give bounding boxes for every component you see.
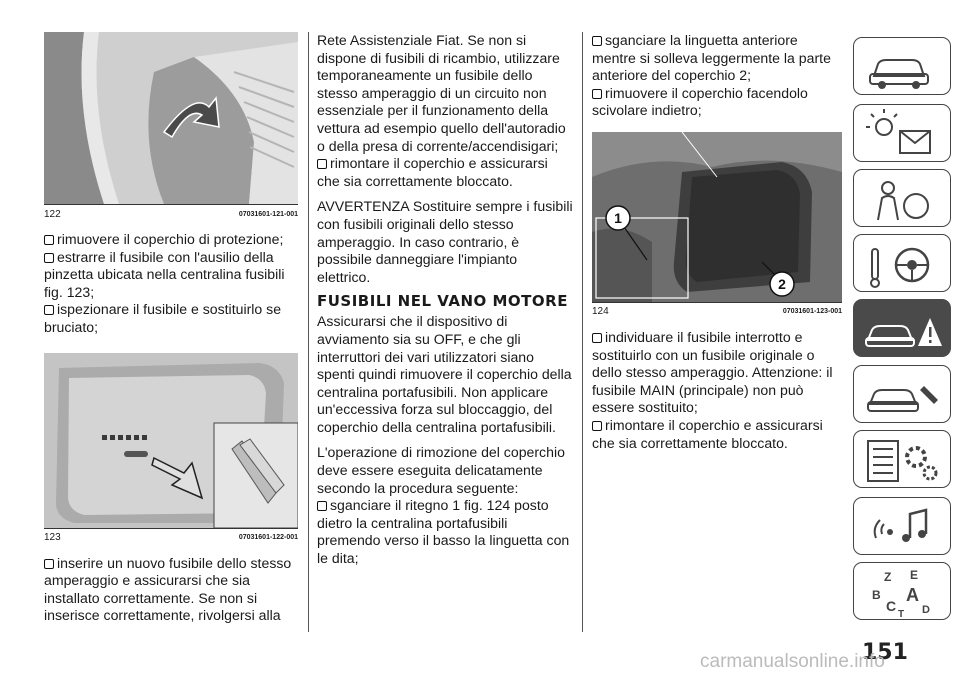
svg-text:Z: Z [884,570,892,584]
watermark: carmanualsonline.info [700,651,885,672]
figure-number: 123 [44,532,61,544]
list-item: ispezionare il fusibile e sostituirlo se bruciato; [44,301,282,335]
checkbox-bullet-icon [592,421,602,431]
list-item: sganciare il ritegno 1 fig. 124 posto dietro la centralina portafusibili premendo verso il basso la linguetta con le dita; [317,497,570,567]
svg-text:D: D [922,604,930,616]
list-item: rimuovere il coperchio di protezione; [44,231,298,249]
technical-data-icon [854,431,952,489]
svg-text:T: T [898,609,905,620]
tab-safety[interactable] [853,169,951,227]
figure-number: 122 [44,208,61,220]
column-3 [592,32,842,452]
figure-123-caption [44,528,298,547]
figure-code: 07031601-122-001 [238,534,298,542]
warning-paragraph: AVVERTENZA Sostituire sempre i fusibili con fusibili originali dello stesso amperaggio. In caso contrario, è possibile danneggiare l'impianto elettrico. [317,198,573,285]
emergency-icon [854,300,952,358]
column-1 [44,32,298,625]
tab-technical-data[interactable] [853,430,951,488]
svg-text:B: B [872,588,881,602]
tab-warning-lights[interactable] [853,104,951,162]
checkbox-bullet-icon [44,305,54,315]
tab-maintenance[interactable] [853,365,951,423]
callout-2: 2 [778,275,786,292]
list-item: individuare il fusibile interrotto e sostituirlo con un fusibile originale o dello stesso amperaggio. Attenzione: il fusibile MAIN (principale) non può essere sostituito; [592,328,833,416]
checkbox-bullet-icon [44,559,54,569]
safety-icon [854,170,952,228]
tab-starting-driving[interactable] [853,234,951,292]
paragraph: Rete Assistenziale Fiat. Se non si dispone di fusibili di ricambio, utilizzare temporaneamente un fusibile dello stesso amperaggio di un circuito non essenziale per il funzionamento della vettura ad esempio quello dell'autoradio o della presa di corrente/accendisigari; [317,32,566,154]
figure-code: 07031601-123-001 [782,308,842,316]
index-icon [854,563,952,621]
checkbox-bullet-icon [592,36,602,46]
figure-123-image [44,353,298,528]
list-item: rimuovere il coperchio facendolo scivolare indietro; [592,84,808,119]
column-divider [308,32,309,632]
car-icon [854,38,952,96]
checkbox-bullet-icon [592,333,602,343]
figure-122-caption [44,204,298,223]
figure-124-image [592,132,842,302]
list-item: rimontare il coperchio e assicurarsi che sia correttamente bloccato. [592,416,823,451]
checkbox-bullet-icon [592,89,602,99]
column-2 [317,32,573,568]
tab-emergency[interactable] [853,299,951,357]
figure-code: 07031601-121-001 [238,210,298,218]
column-divider [582,32,583,632]
list-item: rimontare il coperchio e assicurarsi che sia correttamente bloccato. [317,155,548,189]
tab-index[interactable] [853,562,951,620]
list-item: inserire un nuovo fusibile dello stesso amperaggio e assicurarsi che sia installato correttamente. Se non si inserisce correttamente, rivolgersi alla [44,554,292,624]
svg-text:A: A [906,585,919,605]
section-heading: FUSIBILI NEL VANO MOTORE [317,292,568,311]
figure-number: 124 [592,306,609,318]
figure-124-caption [592,302,842,321]
maintenance-icon [854,366,952,424]
list-item: estrarre il fusibile con l'ausilio della pinzetta ubicata nella centralina fusibili fig. 123; [44,248,285,300]
warning-lights-icon [854,105,952,163]
paragraph: Assicurarsi che il dispositivo di avviamento sia su OFF, e che gli interruttori dei vari utilizzatori siano spenti quindi rimuovere il coperchio della centralina portafusibili. Non applicare un'eccessiva forza sul bloccaggio, del coperchio della centralina portafusibili. [317,313,572,435]
checkbox-bullet-icon [317,501,327,511]
svg-text:E: E [910,568,919,582]
callout-1: 1 [614,209,622,226]
figure-122-image [44,32,298,204]
multimedia-icon [854,498,952,556]
paragraph: L'operazione di rimozione del coperchio deve essere eseguita delicatamente secondo la procedura seguente: [317,444,565,496]
checkbox-bullet-icon [44,253,54,263]
steering-wheel-icon [854,235,952,293]
svg-text:C: C [886,598,897,614]
checkbox-bullet-icon [44,235,54,245]
tab-multimedia[interactable] [853,497,951,555]
list-item: sganciare la linguetta anteriore mentre si solleva leggermente la parte anteriore del coperchio 2; [592,32,831,84]
tab-car-dashboard[interactable] [853,37,951,95]
page-number: 151 [862,640,908,665]
checkbox-bullet-icon [317,159,327,169]
